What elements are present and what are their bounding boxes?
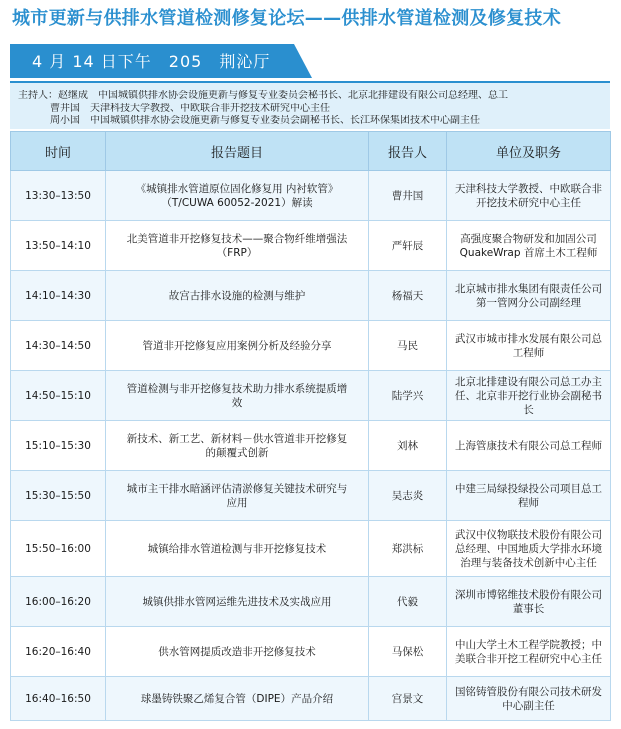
cell-speaker: 马保松 [369,627,447,677]
cell-speaker: 宫景文 [369,677,447,721]
cell-time: 14:30–14:50 [11,321,106,371]
table-row [11,171,611,221]
cell-unit: 深圳市博铭维技术股份有限公司董事长 [447,577,611,627]
table-header-row [11,132,611,171]
host-line: 主持人：赵继成 中国城镇供排水协会设施更新与修复专业委员会秘书长、北京北排建设有限公司总经理、总工 [18,90,508,101]
cell-speaker: 曹井国 [369,171,447,221]
cell-topic: 管道检测与非开挖修复技术助力排水系统提质增效 [106,371,369,421]
cell-speaker: 严轩辰 [369,221,447,271]
cell-time: 14:10–14:30 [11,271,106,321]
table-row [11,677,611,721]
column-header-time: 时间 [11,132,106,171]
cell-unit: 上海管康技术有限公司总工程师 [447,421,611,471]
session-info: 4 月 14 日下午 205 荆沁厅 [32,52,271,71]
table-row [11,371,611,421]
cell-topic: 新技术、新工艺、新材料－供水管道非开挖修复的颠覆式创新 [106,421,369,471]
table-row [11,321,611,371]
cell-unit: 武汉市城市排水发展有限公司总工程师 [447,321,611,371]
cell-unit: 北京城市排水集团有限责任公司第一管网分公司副经理 [447,271,611,321]
cell-unit: 中建三局绿投绿投公司项目总工程师 [447,471,611,521]
cell-speaker: 代毅 [369,577,447,627]
cell-topic: 管道非开挖修复应用案例分析及经验分享 [106,321,369,371]
cell-speaker: 杨福天 [369,271,447,321]
cell-time: 15:10–15:30 [11,421,106,471]
cell-time: 16:00–16:20 [11,577,106,627]
cell-unit: 北京北排建设有限公司总工办主任、北京非开挖行业协会副秘书长 [447,371,611,421]
cell-speaker: 陆学兴 [369,371,447,421]
cell-time: 15:50–16:00 [11,521,106,577]
hosts-box [10,81,610,129]
cell-topic: 供水管网提质改造非开挖修复技术 [106,627,369,677]
host-line: 周小国 中国城镇供排水协会设施更新与修复专业委员会副秘书长、长江环保集团技术中心副主任 [50,115,480,126]
cell-time: 13:50–14:10 [11,221,106,271]
table-row [11,521,611,577]
table-row [11,627,611,677]
table-row [11,471,611,521]
cell-speaker: 马民 [369,321,447,371]
cell-topic: 城镇供排水管网运维先进技术及实战应用 [106,577,369,627]
page-title: 城市更新与供排水管道检测修复论坛——供排水管道检测及修复技术 [12,8,561,29]
cell-unit: 天津科技大学教授、中欧联合非开挖技术研究中心主任 [447,171,611,221]
cell-topic: 故宫古排水设施的检测与维护 [106,271,369,321]
cell-unit: 武汉中仪物联技术股份有限公司总经理、中国地质大学排水环境治理与装备技术创新中心主任 [447,521,611,577]
column-header-unit: 单位及职务 [447,132,611,171]
cell-time: 16:40–16:50 [11,677,106,721]
host-line: 曹井国 天津科技大学教授、中欧联合非开挖技术研究中心主任 [50,102,330,114]
table-row [11,221,611,271]
cell-time: 16:20–16:40 [11,627,106,677]
cell-time: 13:30–13:50 [11,171,106,221]
table-row [11,577,611,627]
cell-topic: 城市主干排水暗涵评估清淤修复关键技术研究与应用 [106,471,369,521]
cell-topic: 北美管道非开挖修复技术——聚合物纤维增强法（FRP） [106,221,369,271]
cell-time: 14:50–15:10 [11,371,106,421]
cell-unit: 高强度聚合物研发和加固公司QuakeWrap 首席土木工程师 [447,221,611,271]
schedule-table [10,131,611,721]
cell-unit: 中山大学土木工程学院教授；中美联合非开挖工程研究中心主任 [447,627,611,677]
column-header-topic: 报告题目 [106,132,369,171]
cell-topic: 球墨铸铁聚乙烯复合管（DIPE）产品介绍 [106,677,369,721]
session-banner [10,44,312,78]
table-row [11,271,611,321]
cell-topic: 《城镇排水管道原位固化修复用 内衬软管》（T/CUWA 60052-2021）解读 [106,171,369,221]
cell-time: 15:30–15:50 [11,471,106,521]
cell-speaker: 郑洪标 [369,521,447,577]
table-row [11,421,611,471]
cell-speaker: 刘林 [369,421,447,471]
cell-topic: 城镇给排水管道检测与非开挖修复技术 [106,521,369,577]
column-header-speaker: 报告人 [369,132,447,171]
cell-speaker: 吴志炎 [369,471,447,521]
cell-unit: 国铭铸管股份有限公司技术研发中心副主任 [447,677,611,721]
